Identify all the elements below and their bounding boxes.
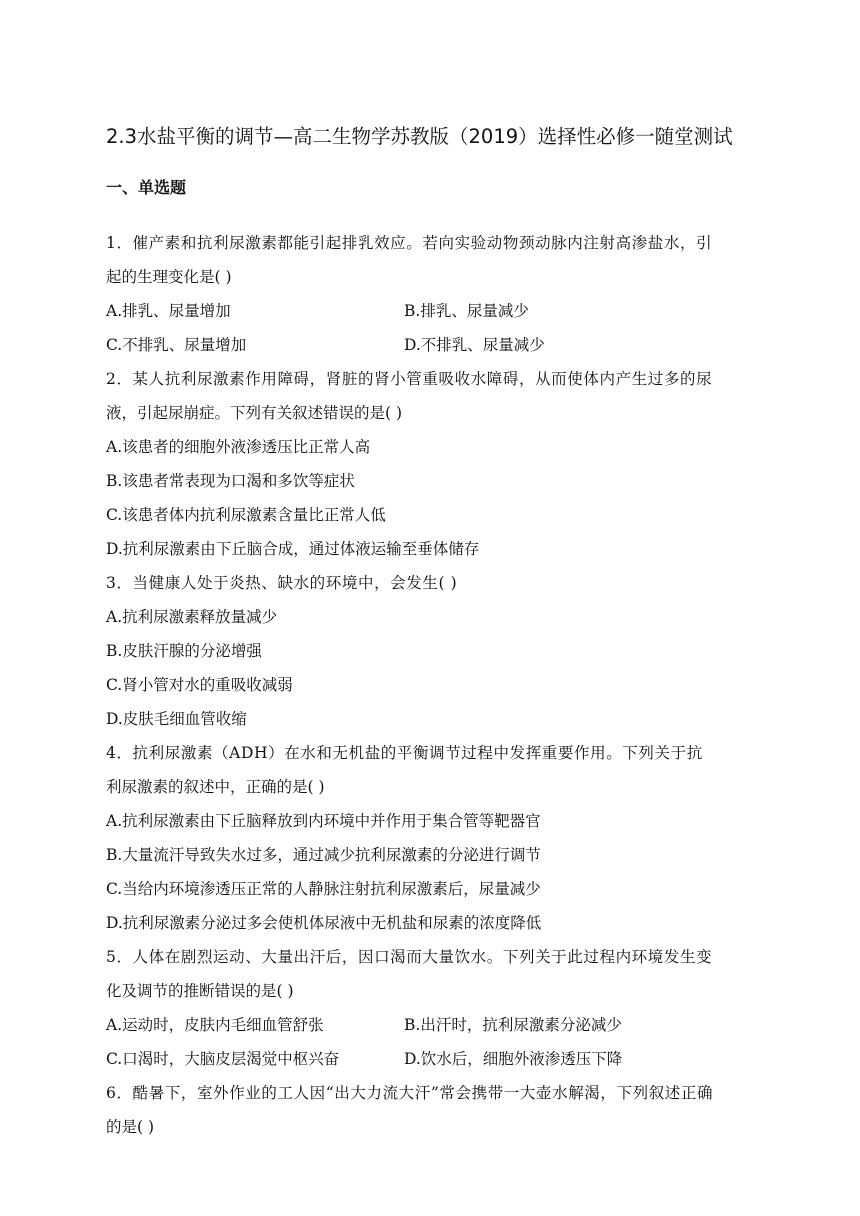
q1-option-b: B.排乳、尿量减少	[404, 302, 529, 320]
q2-stem-line2: 液，引起尿崩症。下列有关叙述错误的是( )	[106, 404, 403, 422]
q1-option-c: C.不排乳、尿量增加	[106, 336, 247, 354]
document-title: 2.3水盐平衡的调节—高二生物学苏教版（2019）选择性必修一随堂测试	[106, 125, 733, 148]
q1-stem-line1: 1．催产素和抗利尿激素都能引起排乳效应。若向实验动物颈动脉内注射高渗盐水，引	[106, 234, 713, 252]
q5-option-b: B.出汗时，抗利尿激素分泌减少	[404, 1016, 622, 1034]
q4-option-d: D.抗利尿激素分泌过多会使机体尿液中无机盐和尿素的浓度降低	[106, 914, 542, 932]
q2-option-a: A.该患者的细胞外液渗透压比正常人高	[106, 438, 371, 456]
q2-option-c: C.该患者体内抗利尿激素含量比正常人低	[106, 506, 386, 524]
q2-option-d: D.抗利尿激素由下丘脑合成，通过体液运输至垂体储存	[106, 540, 480, 558]
q1-stem-line2: 起的生理变化是( )	[106, 268, 232, 286]
q5-option-a: A.运动时，皮肤内毛细血管舒张	[106, 1016, 324, 1034]
q5-stem-line2: 化及调节的推断错误的是( )	[106, 982, 294, 1000]
q4-stem-line1: 4．抗利尿激素（ADH）在水和无机盐的平衡调节过程中发挥重要作用。下列关于抗	[106, 744, 703, 762]
q2-option-b: B.该患者常表现为口渴和多饮等症状	[106, 472, 355, 490]
q4-option-c: C.当给内环境渗透压正常的人静脉注射抗利尿激素后，尿量减少	[106, 880, 541, 898]
q3-stem-line1: 3．当健康人处于炎热、缺水的环境中，会发生( )	[106, 574, 458, 592]
q6-stem-line1: 6．酷暑下，室外作业的工人因“出大力流大汗”常会携带一大壶水解渴，下列叙述正确	[106, 1084, 714, 1102]
q4-option-b: B.大量流汗导致失水过多，通过减少抗利尿激素的分泌进行调节	[106, 846, 541, 864]
section-heading: 一、单选题	[106, 178, 187, 197]
q5-option-c: C.口渴时，大脑皮层渴觉中枢兴奋	[106, 1050, 340, 1068]
q4-stem-line2: 利尿激素的叙述中，正确的是( )	[106, 778, 325, 796]
q3-option-d: D.皮肤毛细血管收缩	[106, 710, 247, 728]
q5-option-d: D.饮水后，细胞外液渗透压下降	[404, 1050, 623, 1068]
q3-option-a: A.抗利尿激素释放量减少	[106, 608, 278, 626]
q2-stem-line1: 2．某人抗利尿激素作用障碍，肾脏的肾小管重吸收水障碍，从而使体内产生过多的尿	[106, 370, 713, 388]
q1-option-a: A.排乳、尿量增加	[106, 302, 231, 320]
q4-option-a: A.抗利尿激素由下丘脑释放到内环境中并作用于集合管等靶器官	[106, 812, 541, 830]
q1-option-d: D.不排乳、尿量减少	[404, 336, 545, 354]
q3-option-c: C.肾小管对水的重吸收减弱	[106, 676, 293, 694]
q3-option-b: B.皮肤汗腺的分泌增强	[106, 642, 262, 660]
q6-stem-line2: 的是( )	[106, 1118, 155, 1136]
q5-stem-line1: 5．人体在剧烈运动、大量出汗后，因口渴而大量饮水。下列关于此过程内环境发生变	[106, 948, 713, 966]
